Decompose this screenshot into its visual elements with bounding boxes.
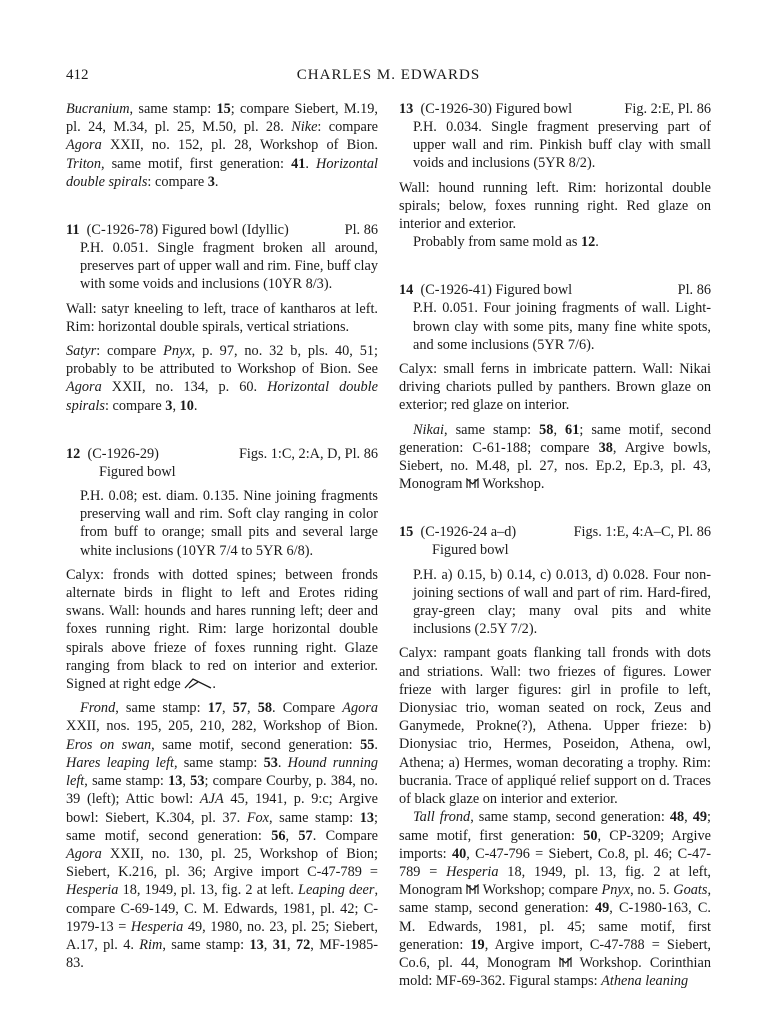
entry-11-decoration: Wall: satyr kneeling to left, trace of kantharos at left. Rim: horizontal double spirals, vertical striations. [66,300,378,335]
page-number: 412 [66,67,89,83]
entry-14-plate: Pl. 86 [677,282,711,299]
entry-12-figs: Figs. 1:C, 2:A, D, Pl. 86 [238,445,378,462]
entry-11-number: 11 [66,222,80,239]
entry-11-heading [66,221,378,239]
entry-11-comparanda: Satyr: compare Pnyx, p. 97, no. 32 b, pls. 40, 51; probably to be attributed to Workshop of Bion. See Agora XXII, no. 134, p. 60. Horizontal double spirals: compare 3, 10. [66,343,378,414]
entry-12-subtitle: Figured bowl [99,463,176,480]
entry-15-comparanda: Tall frond, same stamp, second generation: 48, 49; same motif, first generation: 50, CP-3209; Argive imports: 40, C-47-796 = Siebert, Co.8, pl. 46; C-47-789 = Hesperia 18, 1949, pl. 13, fig. 2 at left, Monogram Workshop; compare Pnyx, no. 5. Goats, same stamp, second generation: 49, C-1980-163, C. M. Edwards, 1981, pl. 45; same motif, first generation: 19, Argive import, C-47-788 = Siebert, Co.6, pl. 44, Monogram Workshop. Corinthian mold: MF-69-362. Figural stamps: Athena leaning [399,809,712,990]
entry-12-decoration: Calyx: fronds with dotted spines; between fronds alternate birds in flight to left and Erotes riding swans. Wall: hounds and hares running left; deer and foxes running right. Rim: large horizontal double spirals above frieze of foxes running right. Glaze ranging from black to red on interior and exterior. Signed at right edge . [66,566,378,693]
entry-14-decoration: Calyx: small ferns in imbricate pattern. Wall: Nikai driving chariots pulled by panthers. Brown glaze on exterior; red glaze on interior. [399,361,711,414]
entry-12-comparanda: Frond, same stamp: 17, 57, 58. Compare Agora XXII, nos. 195, 205, 210, 282, Workshop of Bion. Eros on swan, same motif, second generation: 55. Hares leaping left, same stamp: 53. Hound running left, same stamp: 13, 53; compare Courby, p. 384, no. 39 (left); Attic bowl: AJA 45, 1941, p. 9:c; Argive bowl: Siebert, K.304, pl. 37. Fox, same stamp: 13; same motif, second generation: 56, 57. Compare Agora XXII, no. 130, pl. 25, Workshop of Bion; Siebert, K.216, pl. 36; Argive import C-47-789 = Hesperia 18, 1949, pl. 13, fig. 2 at left. Leaping deer, compare C-69-149, C. M. Edwards, 1981, pl. 42; C-1979-13 = Hesperia 49, 1980, no. 23, pl. 25; Siebert, A.17, pl. 4. Rim, same stamp: 13, 31, 72, MF-1985-83. [66,700,379,972]
entry-14-comparanda: Nikai, same stamp: 58, 61; same motif, second generation: C-61-188; compare 38, Argive bowls, Siebert, no. M.48, pl. 27, nos. Ep.2, Ep.3, pl. 43, Monogram Workshop. [399,421,712,493]
entry-12-number: 12 [66,445,81,462]
entry-11-description: P.H. 0.051. Single fragment broken all around, preserves part of upper wall and rim. Fine, buff clay with some voids and inclusions (10YR 8/3). [80,240,378,293]
entry-15-id: (C-1926-24 a–d) [420,524,517,541]
entry-13-note: Probably from same mold as 12. [413,234,599,251]
monogram-icon [559,957,572,968]
entry-12-description: P.H. 0.08; est. diam. 0.135. Nine joining fragments preserving wall and rim. Soft clay ranging in color from buff to orange; small pits and several large white inclusions (10YR 7/4 to 5YR 6/8). [80,488,378,559]
entry-14-number: 14 [399,282,414,299]
monogram-icon [466,478,479,489]
entry-15-figs: Figs. 1:E, 4:A–C, Pl. 86 [573,524,711,541]
entry-14-id: (C-1926-41) Figured bowl [420,282,573,299]
entry-13-description: P.H. 0.034. Single fragment preserving part of upper wall and rim. Pinkish buff clay with small voids and inclusions (5YR 8/2). [413,119,711,172]
entry-12-heading [66,445,378,463]
entry-13-figs: Fig. 2:E, Pl. 86 [624,101,711,117]
signature-mark-icon [184,677,212,689]
entry-13-decoration: Wall: hound running left. Rim: horizontal double spirals; below, foxes running right. Red glaze on interior and exterior. [399,179,711,233]
entry-13-id: (C-1926-30) Figured bowl [420,101,573,117]
entry-15-subtitle: Figured bowl [432,542,509,559]
left-column [66,100,378,972]
entry-15-heading [399,523,711,541]
entry-15-number: 15 [399,524,414,541]
running-head: CHARLES M. EDWARDS [296,67,481,83]
entry-14-heading [399,281,711,299]
monogram-icon [466,884,479,895]
intro-paragraph: Bucranium, same stamp: 15; compare Siebert, M.19, pl. 24, M.34, pl. 25, M.50, pl. 28. Nike: compare Agora XXII, no. 152, pl. 28, Workshop of Bion. Triton, same motif, first generation: 41. Horizontal double spirals: compare 3. [66,101,379,190]
entry-11-id: (C-1926-78) Figured bowl (Idyllic) [86,222,289,239]
entry-13-number: 13 [399,101,414,117]
entry-15-description: P.H. a) 0.15, b) 0.14, c) 0.013, d) 0.028. Four non-joining sections of wall and part of rim. Hard-fired, gray-green clay; many oval pits and white inclusions (2.5Y 7/2). [413,566,711,638]
right-column [399,100,711,990]
entry-13-heading [399,100,711,118]
entry-12-id: (C-1926-29) [87,445,159,462]
entry-14-description: P.H. 0.051. Four joining fragments of wall. Light-brown clay with some pits, many fine white spots, and some inclusions (5YR 7/6). [413,300,711,353]
page-header [66,66,711,86]
entry-11-plate: Pl. 86 [344,222,378,239]
entry-15-decoration: Calyx: rampant goats flanking tall fronds with dots and striations. Wall: two friezes of figures. Lower frieze with larger figures: girl in profile to left, Dionysiac trio, woman seated on rock, Zeus and Ganymede, Prokne(?), Athena. Upper frieze: b) Dionysiac trio, Hermes, Poseidon, Athena, owl, Athena; a) Hermes, woman decorating a trophy. Rim: bucrania. Trace of appliqué relief support on d. Traces of black glaze on interior and exterior. [399,645,711,808]
